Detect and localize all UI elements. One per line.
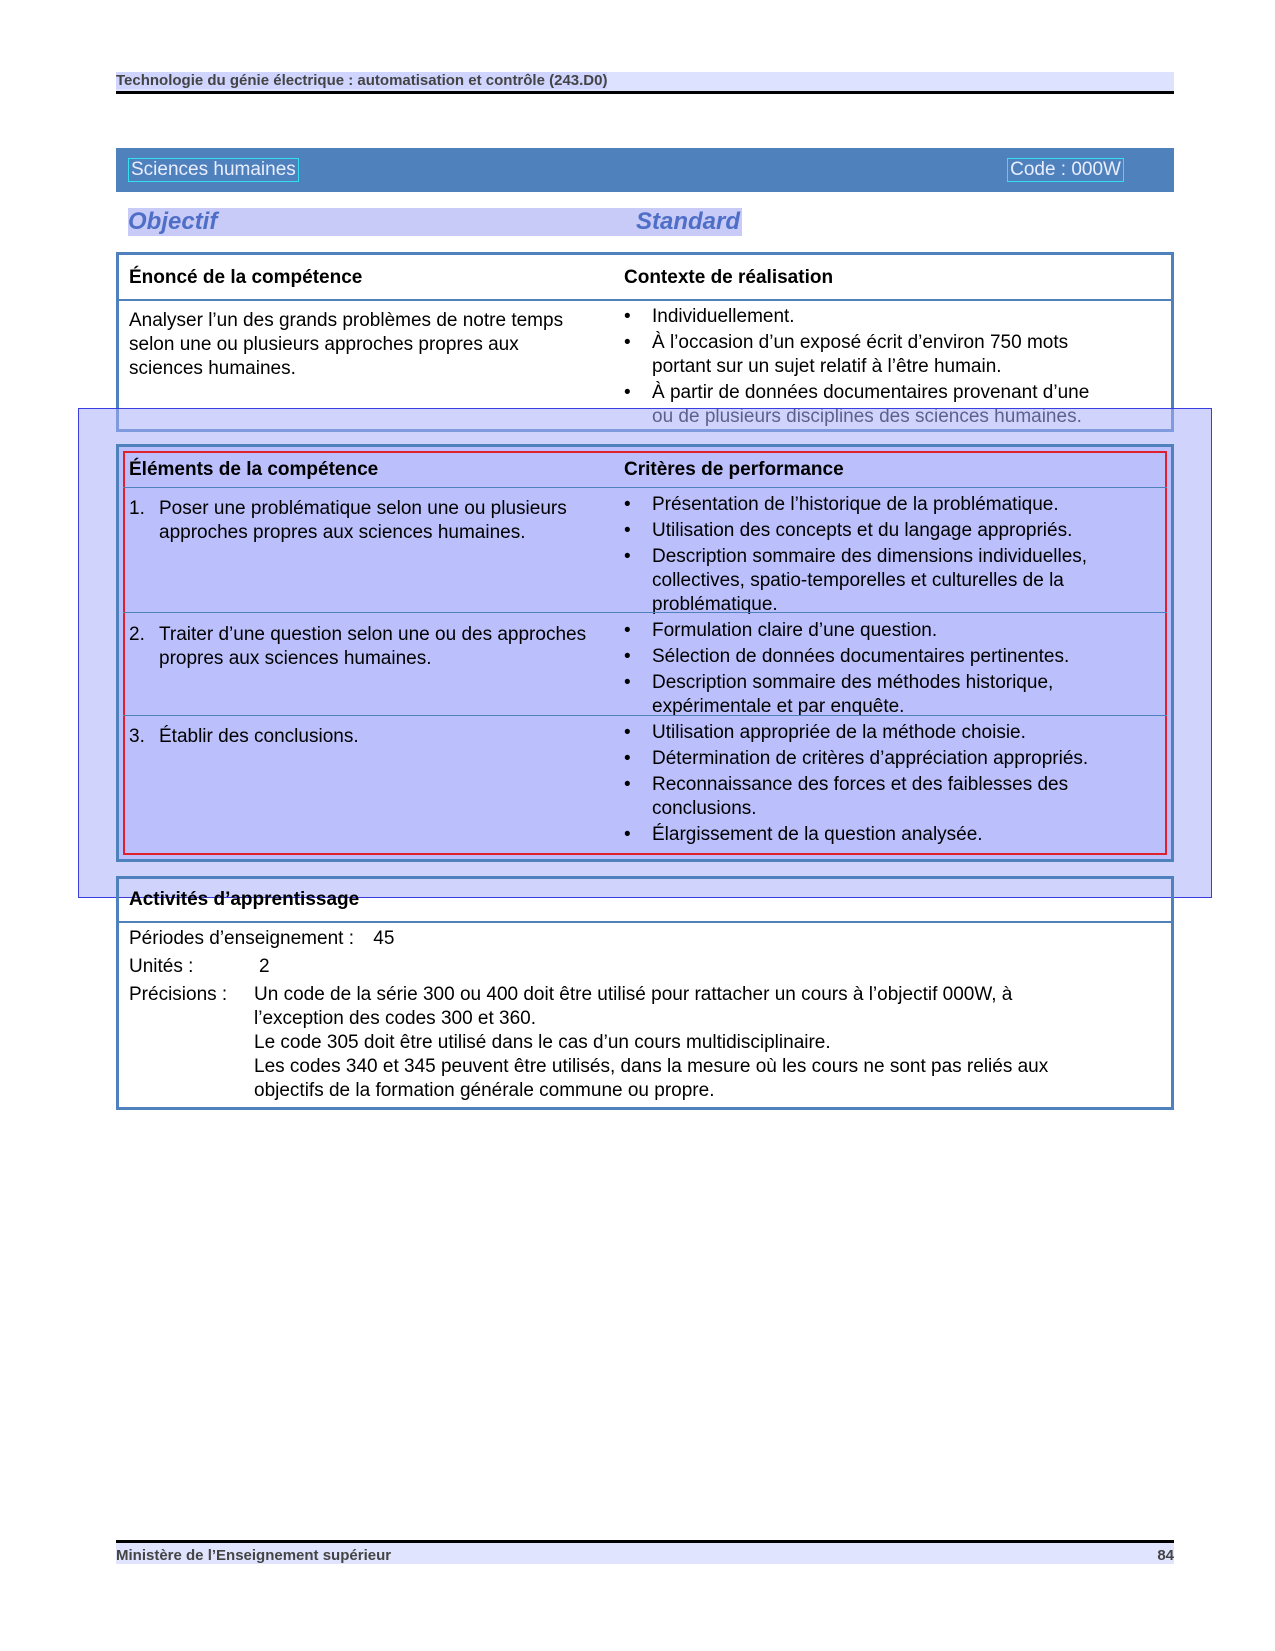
divider (123, 612, 1167, 613)
criterion: • Description sommaire des méthodes historique, expérimentale et par enquête. (624, 671, 1109, 719)
precisions-text (254, 983, 1154, 1103)
contexte-item: • À partir de données documentaires provenant d’une (624, 381, 1109, 429)
precision-line: Les codes 340 et 345 peuvent être utilisés, dans la mesure où les cours ne sont pas reliés aux (254, 1056, 1049, 1077)
objective-standard-row (128, 208, 742, 236)
criterion: • Élargissement de la question analysée. (624, 823, 1109, 847)
unites-label: Unités : (129, 956, 194, 977)
enonce-line: selon une ou plusieurs approches propres aux (129, 334, 519, 355)
criterion: • Utilisation des concepts et du langage appropriés. (624, 519, 1109, 543)
page-header (116, 72, 1174, 94)
ministry-name: Ministère de l’Enseignement supérieur (116, 1547, 392, 1564)
criterion: • Formulation claire d’une question. (624, 619, 1109, 643)
criteres-header: Critères de performance (624, 459, 844, 480)
element-item (129, 497, 609, 597)
standard-label: Standard (636, 208, 741, 235)
divider (123, 487, 1167, 488)
element-number: 3. (129, 726, 145, 747)
element-item (129, 725, 609, 755)
divider (119, 299, 1171, 301)
enonce-text (129, 309, 599, 381)
page-footer (116, 1540, 1174, 1564)
discipline-title-bar (116, 148, 1174, 192)
elements-header: Éléments de la compétence (129, 459, 379, 480)
activites-box (116, 876, 1174, 1110)
elements-box (116, 444, 1174, 862)
precisions-label: Précisions : (129, 984, 228, 1005)
element-text: Établir des conclusions. (159, 726, 359, 747)
unites-value: 2 (259, 956, 270, 977)
page-number: 84 (1157, 1547, 1174, 1564)
divider (123, 715, 1167, 716)
precision-line: l’exception des codes 300 et 360. (254, 1008, 537, 1029)
enonce-line: sciences humaines. (129, 358, 296, 379)
unites-row (129, 955, 270, 979)
criterion: • Sélection de données documentaires pertinentes. (624, 645, 1109, 669)
enonce-line: Analyser l’un des grands problèmes de notre temps (129, 310, 564, 331)
criterion: • Description sommaire des dimensions individuelles, collectives, spatio-temporelles et culturelles de la problématique. (624, 545, 1109, 617)
criterion: • Détermination de critères d’appréciation appropriés. (624, 747, 1109, 771)
element-text: Poser une problématique selon une ou plusieurs approches propres aux sciences humaines. (159, 498, 567, 543)
contexte-item: • À l’occasion d’un exposé écrit d’environ 750 mots portant sur un sujet relatif à l’être humain. (624, 331, 1109, 379)
element-item (129, 623, 609, 683)
precision-line: Le code 305 doit être utilisé dans le cas d’un cours multidisciplinaire. (254, 1032, 831, 1053)
criterion: • Reconnaissance des forces et des faiblesses des conclusions. (624, 773, 1109, 821)
discipline-name: Sciences humaines (128, 158, 299, 182)
enonce-header: Énoncé de la compétence (129, 267, 363, 288)
periodes-label: Périodes d’enseignement : (129, 928, 354, 949)
element-number: 2. (129, 624, 145, 645)
periodes-value: 45 (373, 928, 395, 949)
element-text: Traiter d’une question selon une ou des approches propres aux sciences humaines. (159, 624, 587, 669)
criteria-list (624, 493, 1109, 619)
criteria-list (624, 721, 1109, 849)
objectif-label: Objectif (128, 208, 218, 235)
criterion: • Utilisation appropriée de la méthode choisie. (624, 721, 1109, 745)
criteria-list (624, 619, 1109, 721)
divider (119, 921, 1171, 923)
precision-line: Un code de la série 300 ou 400 doit être utilisé pour rattacher un cours à l’objectif 000W, à (254, 984, 1013, 1005)
contexte-header: Contexte de réalisation (624, 267, 834, 288)
periodes-row (129, 927, 394, 951)
activites-header: Activités d’apprentissage (129, 889, 360, 910)
objective-code: Code : 000W (1007, 158, 1124, 182)
competence-box (116, 252, 1174, 432)
criterion: • Présentation de l’historique de la problématique. (624, 493, 1109, 517)
precision-line: objectifs de la formation générale commune ou propre. (254, 1080, 715, 1101)
program-title: Technologie du génie électrique : automatisation et contrôle (243.D0) (116, 72, 608, 89)
contexte-item: • Individuellement. (624, 305, 1109, 329)
element-number: 1. (129, 498, 145, 519)
